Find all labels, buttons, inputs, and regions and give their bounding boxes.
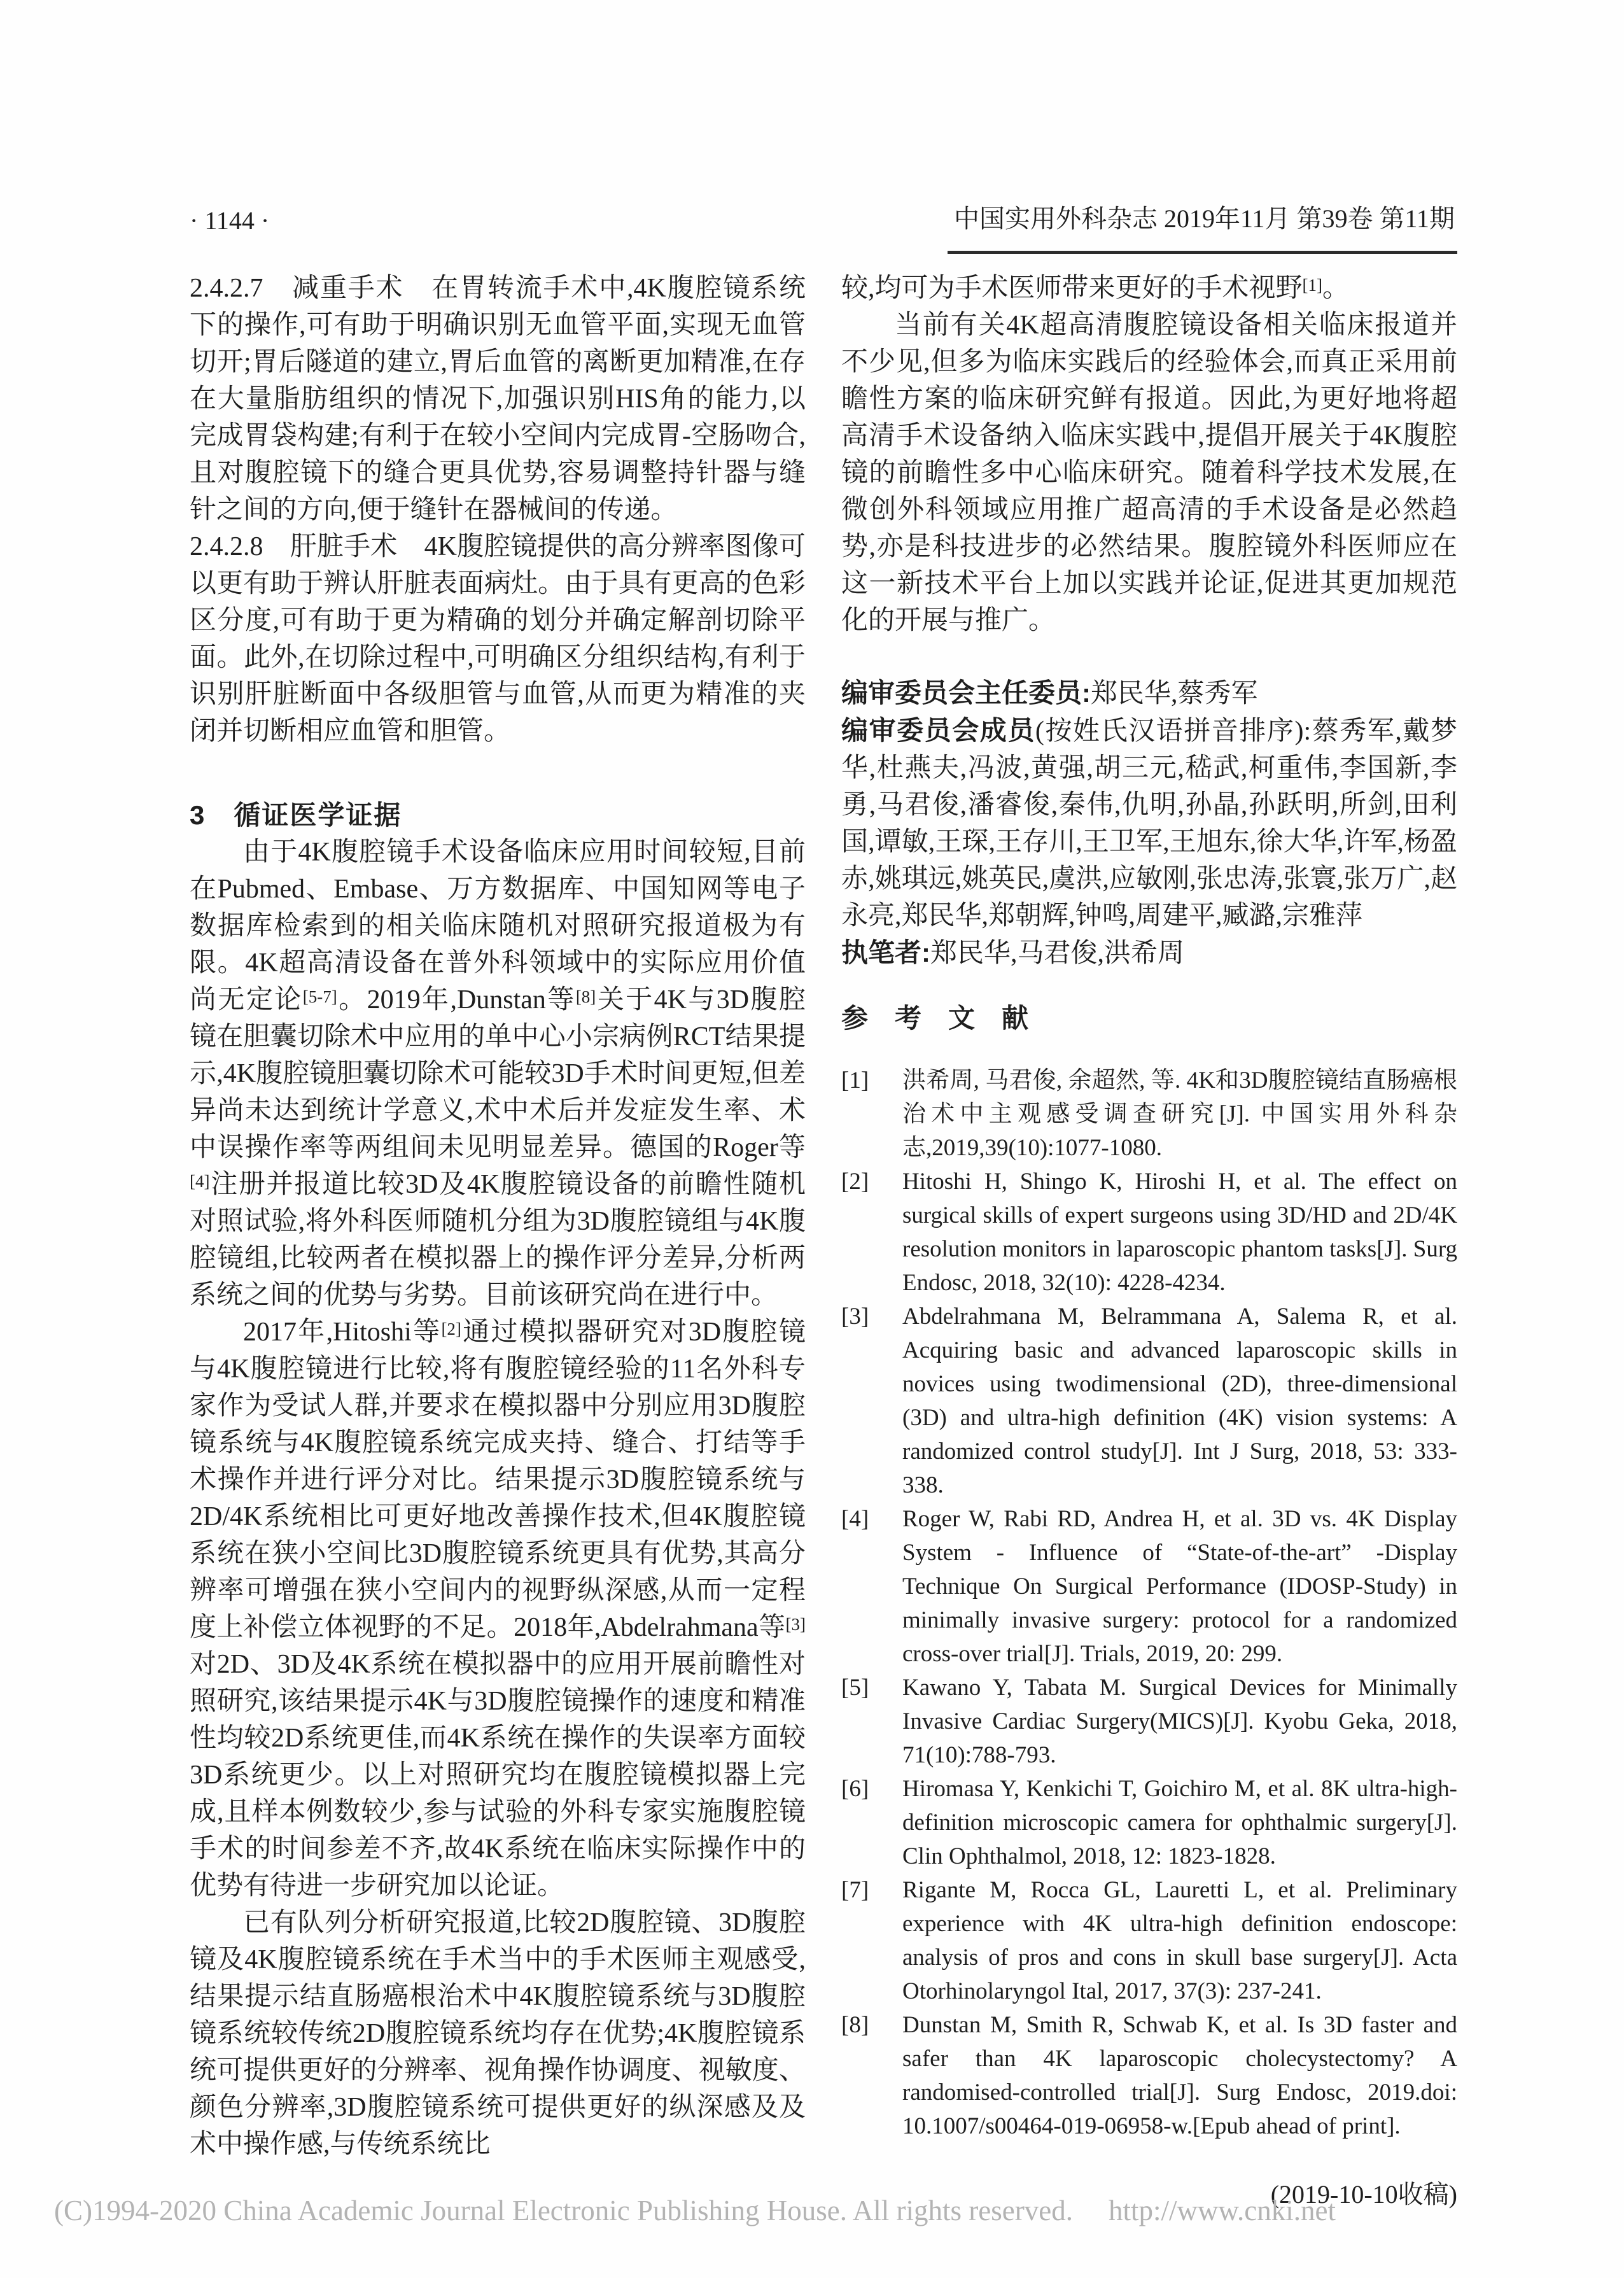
column-left <box>190 270 806 2211</box>
text-run: 通过模拟器研究对3D腹腔镜与4K腹腔镜进行比较,将有腹腔镜经验的11名外科专家作为受试人群,并要求在模拟器中分别应用3D腹腔镜系统与4K腹腔镜系统完成夹持、缝合、打结等手术操作并进行评分对比。结果提示3D腹腔镜系统与2D/4K系统相比可更好地改善操作技术,但4K腹腔镜系统在狭小空间比3D腹腔镜系统更具有优势,其高分辨率可增强在狭小空间内的视野纵深感,从而一定程度上补偿立体视野的不足。2018年,Abdelrahmana等 <box>190 1318 806 1642</box>
reference-text: Kawano Y, Tabata M. Surgical Devices for Minimally Invasive Cardiac Surgery(MICS)[J]. Kyobu Geka, 2018, 71(10):788-793. <box>902 1675 1457 1768</box>
reference-text: Hitoshi H, Shingo K, Hiroshi H, et al. The effect on surgical skills of expert surgeons using 3D/HD and 2D/4K resolution monitors in laparoscopic phantom tasks[J]. Surg Endosc, 2018, 32(10): 4228-4234. <box>902 1169 1457 1296</box>
page-number: · 1144 · <box>190 206 270 235</box>
article-body <box>190 270 1457 2211</box>
reference-text: Abdelrahmana M, Belrammana A, Salema R, et al. Acquiring basic and advanced laparoscopic skills in novices using twodimensional (2D), three-dimensional (3D) and ultra-high definition (4K) vision systems: A randomized control study[J]. Int J Surg, 2018, 53: 333-338. <box>902 1304 1457 1498</box>
text-run: 。2019年,Dunstan等 <box>337 985 576 1015</box>
reference-text: Dunstan M, Smith R, Schwab K, et al. Is 3D faster and safer than 4K laparoscopic cholecystectomy? A randomised-controlled trial[J]. Surg Endosc, 2019.doi: 10.1007/s00464-019-06958-w.[Epub ahead of print]. <box>902 2012 1457 2139</box>
reference-label: [4] <box>841 1506 869 1532</box>
reference-item-4 <box>841 1502 1457 1671</box>
column-right <box>841 270 1457 2211</box>
paragraph-cohort-studies: 已有队列分析研究报道,比较2D腹腔镜、3D腹腔镜及4K腹腔镜系统在手术当中的手术医师主观感受,结果提示结直肠癌根治术中4K腹腔镜系统与3D腹腔镜系统较传统2D腹腔镜系统均存在优势;4K腹腔镜系统可提供更好的分辨率、视角操作协调度、视敏度、颜色分辨率,3D腹腔镜系统可提供更好的纵深感及及术中操作感,与传统系统比 <box>190 1908 806 2159</box>
citation-marker: [4] <box>190 1172 210 1191</box>
reference-label: [7] <box>841 1877 869 1903</box>
reference-item-8 <box>841 2008 1457 2143</box>
citation-marker: [5-7] <box>302 987 337 1006</box>
received-date: (2019-10-10收稿) <box>1270 2180 1457 2209</box>
text-run: 较,均可为手术医师带来更好的手术视野 <box>841 274 1303 303</box>
reference-label: [8] <box>841 2012 869 2038</box>
paragraph-liver-surgery: 2.4.2.8 肝脏手术 4K腹腔镜提供的高分辨率图像可以更有助于辨认肝脏表面病灶。由于具有更高的色彩区分度,可有助于更为精确的划分并确定解剖切除平面。此外,在切除过程中,可明确区分组织结构,有利于识别肝脏断面中各级胆管与血管,从而更为精准的夹闭并切断相应血管和胆管。 <box>190 532 806 746</box>
reference-item-5 <box>841 1671 1457 1772</box>
reference-label: [2] <box>841 1169 869 1195</box>
reference-label: [5] <box>841 1675 869 1701</box>
reference-text: 洪希周, 马君俊, 余超然, 等. 4K和3D腹腔镜结直肠癌根治术中主观感受调查研究[J]. 中国实用外科杂志,2019,39(10):1077-1080. <box>902 1067 1457 1161</box>
committee-members-names: (按姓氏汉语拼音排序):蔡秀军,戴梦华,杜燕夫,冯波,黄强,胡三元,嵇武,柯重伟,李国新,李勇,马君俊,潘睿俊,秦伟,仇明,孙晶,孙跃明,所剑,田利国,谭敏,王琛,王存川,王卫军,王旭东,徐大华,许军,杨盈赤,姚琪远,姚英民,虞洪,应敏刚,张忠涛,张寰,张万广,赵永亮,郑民华,郑朝辉,钟鸣,周建平,臧潞,宗雅萍 <box>841 717 1457 931</box>
reference-item-2 <box>841 1165 1457 1300</box>
text-run: 注册并报道比较3D及4K腹腔镜设备的前瞻性随机对照试验,将外科医师随机分组为3D腹腔镜组与4K腹腔镜组,比较两者在模拟器上的操作评分差异,分析两系统之间的优势与劣势。目前该研究尚在进行中。 <box>190 1170 806 1310</box>
reference-item-1 <box>841 1064 1457 1165</box>
reference-label: [1] <box>841 1067 869 1093</box>
reference-list <box>841 1064 1457 2143</box>
authors-line <box>841 934 1457 972</box>
reference-text: Roger W, Rabi RD, Andrea H, et al. 3D vs. 4K Display System - Influence of “State-of-the-art” -Display Technique On Surgical Performance (IDOSP-Study) in minimally invasive surgery: protocol for a randomized cross-over trial[J]. Trials, 2019, 20: 299. <box>902 1506 1457 1667</box>
text-run: 2017年,Hitoshi等 <box>243 1318 442 1347</box>
committee-section <box>841 675 1457 972</box>
reference-label: [3] <box>841 1304 869 1330</box>
authors-names: 郑民华,马君俊,洪希周 <box>930 939 1185 968</box>
citation-marker: [8] <box>575 987 596 1006</box>
footer-url: http://www.cnki.net <box>1108 2195 1336 2226</box>
committee-chair-label: 编审委员会主任委员: <box>841 678 1091 708</box>
paragraph-outlook: 当前有关4K超高清腹腔镜设备相关临床报道并不少见,但多为临床实践后的经验体会,而真正采用前瞻性方案的临床研究鲜有报道。因此,为更好地将超高清手术设备纳入临床实践中,提倡开展关于4K腹腔镜的前瞻性多中心临床研究。随着科学技术发展,在微创外科领域应用推广超高清的手术设备是必然趋势,亦是科技进步的必然结果。腹腔镜外科医师应在这一新技术平台上加以实践并论证,促进其更加规范化的开展与推广。 <box>841 311 1457 635</box>
journal-issue-line: 中国实用外科杂志 2019年11月 第39卷 第11期 <box>948 204 1457 254</box>
reference-text: Rigante M, Rocca GL, Lauretti L, et al. Preliminary experience with 4K ultra-high definition endoscope: analysis of pros and cons in skull base surgery[J]. Acta Otorhinolaryngol Ital, 2017, 37(3): 237-241. <box>902 1877 1457 2004</box>
page-header <box>190 204 1457 254</box>
text-run: 关于4K与3D腹腔镜在胆囊切除术中应用的单中心小宗病例RCT结果提示,4K腹腔镜胆囊切除术可能较3D手术时间更短,但差异尚未达到统计学意义,术中术后并发症发生率、术中误操作率等两组间未见明显差异。德国的Roger等 <box>190 985 806 1162</box>
citation-marker: [2] <box>441 1319 461 1339</box>
text-run: 对2D、3D及4K系统在模拟器中的应用开展前瞻性对照研究,该结果提示4K与3D腹腔镜操作的速度和精准性均较2D系统更佳,而4K系统在操作的失误率方面较3D系统更少。以上对照研究均在腹腔镜模拟器上完成,且样本例数较少,参与试验的外科专家实施腹腔镜手术的时间参差不齐,故4K系统在临床实际操作中的优势有待进一步研究加以论证。 <box>190 1650 806 1901</box>
paragraph-evidence-1 <box>190 834 806 1314</box>
page-footer <box>54 2193 1581 2228</box>
footer-copyright: (C)1994-2020 China Academic Journal Electronic Publishing House. All rights reserved. <box>54 2195 1073 2226</box>
paragraph-evidence-2 <box>190 1314 806 1904</box>
reference-text: Hiromasa Y, Kenkichi T, Goichiro M, et al. 8K ultra-high-definition microscopic camera for ophthalmic surgery[J]. Clin Ophthalmol, 2018, 12: 1823-1828. <box>902 1776 1457 1869</box>
section-heading-evidence: 3 循证医学证据 <box>190 800 402 830</box>
authors-label: 执笔者: <box>841 938 930 967</box>
reference-item-7 <box>841 1873 1457 2008</box>
paragraph-cohort-studies-continued <box>841 270 1457 307</box>
committee-members-label: 编审委员会成员 <box>841 715 1035 745</box>
reference-label: [6] <box>841 1776 869 1802</box>
paragraph-bariatric-surgery: 2.4.2.7 减重手术 在胃转流手术中,4K腹腔镜系统下的操作,可有助于明确识别无血管平面,实现无血管切开;胃后隧道的建立,胃后血管的离断更加精准,在存在大量脂肪组织的情况下,加强识别HIS角的能力,以完成胃袋构建;有利于在较小空间内完成胃-空肠吻合,且对腹腔镜下的缝合更具优势,容易调整持针器与缝针之间的方向,便于缝针在器械间的传递。 <box>190 274 806 524</box>
text-run: 由于4K腹腔镜手术设备临床应用时间较短,目前在Pubmed、Embase、万方数据库、中国知网等电子数据库检索到的相关临床随机对照研究报道极为有限。4K超高清设备在普外科领域中的实际应用价值尚无定论 <box>190 838 806 1015</box>
citation-marker: [1] <box>1302 276 1322 295</box>
text-run: 。 <box>1322 274 1350 303</box>
reference-item-3 <box>841 1300 1457 1502</box>
references-heading: 参 考 文 献 <box>841 1003 1029 1033</box>
committee-chair-names: 郑民华,蔡秀军 <box>1091 679 1258 708</box>
reference-item-6 <box>841 1772 1457 1873</box>
citation-marker: [3] <box>785 1615 806 1634</box>
committee-members-line <box>841 712 1457 934</box>
committee-chair-line <box>841 675 1457 712</box>
